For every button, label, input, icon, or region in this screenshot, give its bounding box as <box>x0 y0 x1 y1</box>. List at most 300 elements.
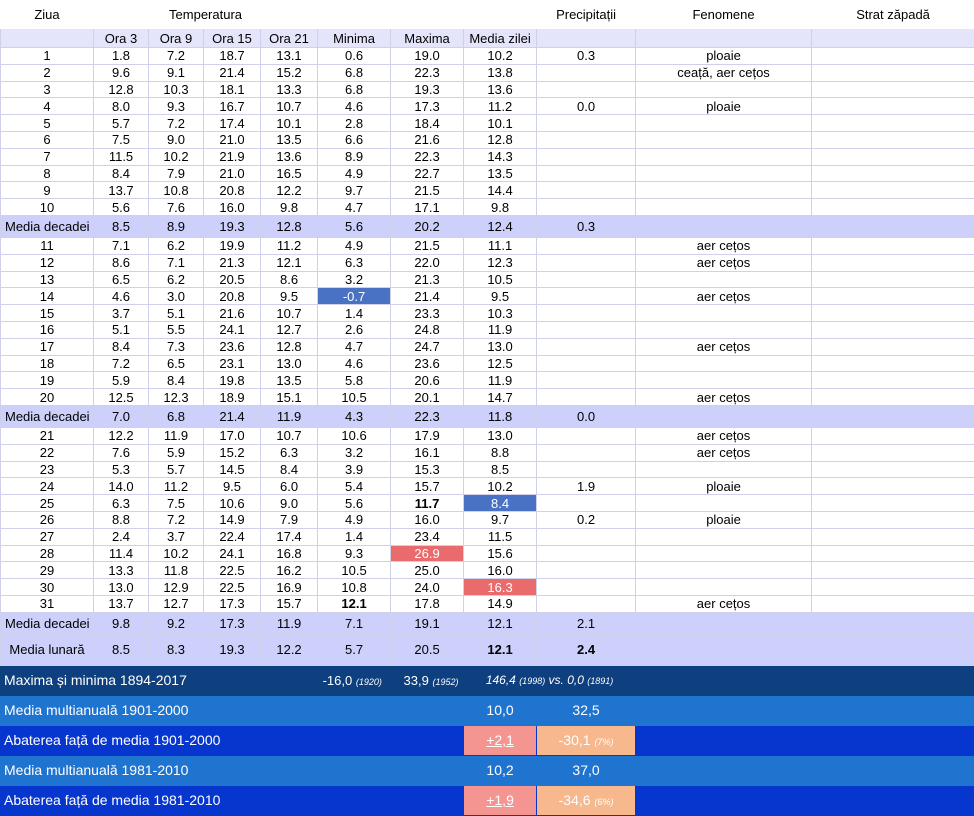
cell: 0.3 <box>537 215 636 237</box>
cell: 16.8 <box>261 545 318 562</box>
table-row <box>1 461 974 478</box>
day-cell: 4 <box>1 98 94 115</box>
table-row <box>1 545 974 562</box>
cell: 6.5 <box>94 271 149 288</box>
summary-mm1981-row <box>1 755 974 785</box>
summary-label: Abaterea față de media 1901-2000 <box>1 725 464 755</box>
cell: 23.4 <box>391 528 464 545</box>
cell <box>537 562 636 579</box>
cell: 23.3 <box>391 305 464 322</box>
cell <box>537 372 636 389</box>
cell: 12.2 <box>261 634 318 665</box>
cell <box>537 271 636 288</box>
cell: +1,9 <box>464 785 537 815</box>
cell: 10.8 <box>149 182 204 199</box>
cell <box>537 288 636 305</box>
cell: 11.9 <box>261 405 318 427</box>
cell: 10.7 <box>261 98 318 115</box>
header-row-1 <box>1 1 974 29</box>
cell: 9.8 <box>464 199 537 216</box>
cell: 8.6 <box>94 254 149 271</box>
cell: 7.9 <box>149 165 204 182</box>
cell: 4.6 <box>318 355 391 372</box>
cell: 13.5 <box>261 131 318 148</box>
cell: 17.4 <box>204 115 261 132</box>
cell <box>537 305 636 322</box>
cell: 20.1 <box>391 389 464 406</box>
day-cell: 31 <box>1 595 94 612</box>
cell: aer cețos <box>636 444 812 461</box>
cell <box>636 495 812 512</box>
day-cell: 24 <box>1 478 94 495</box>
cell: 18.7 <box>204 48 261 65</box>
table-row <box>1 562 974 579</box>
cell <box>537 115 636 132</box>
cell: 17.3 <box>204 612 261 634</box>
cell: 14.4 <box>464 182 537 199</box>
cell: aer cețos <box>636 595 812 612</box>
cell: 8.4 <box>464 495 537 512</box>
cell: 0.3 <box>537 48 636 65</box>
day-cell: 29 <box>1 562 94 579</box>
cell <box>537 131 636 148</box>
day-cell: 25 <box>1 495 94 512</box>
cell: 12.1 <box>261 254 318 271</box>
cell: 2.4 <box>94 528 149 545</box>
cell: 3.2 <box>318 444 391 461</box>
cell: 12.5 <box>464 355 537 372</box>
cell: 7.0 <box>94 405 149 427</box>
cell: 17.1 <box>391 199 464 216</box>
cell: 12.8 <box>94 81 149 98</box>
cell: 13.3 <box>261 81 318 98</box>
cell: 21.9 <box>204 148 261 165</box>
cell: 0.0 <box>537 98 636 115</box>
cell: 19.3 <box>391 81 464 98</box>
cell: 8.5 <box>94 215 149 237</box>
cell: 5.7 <box>318 634 391 665</box>
cell: 6.8 <box>318 81 391 98</box>
cell: 11.5 <box>464 528 537 545</box>
extremes-temp: -16,0 (1920) 33,9 (1952) <box>318 665 464 695</box>
cell: 14.3 <box>464 148 537 165</box>
summary-ab1901-row <box>1 725 974 755</box>
cell: 15.2 <box>204 444 261 461</box>
cell: 11.7 <box>391 495 464 512</box>
cell <box>537 528 636 545</box>
cell <box>636 81 812 98</box>
cell <box>537 81 636 98</box>
cell <box>537 495 636 512</box>
cell: 13.5 <box>261 372 318 389</box>
table-row <box>1 495 974 512</box>
cell: 11.1 <box>464 237 537 254</box>
cell: 21.4 <box>204 405 261 427</box>
cell: 1.4 <box>318 528 391 545</box>
cell: 18.9 <box>204 389 261 406</box>
col-ora9: Ora 9 <box>149 29 204 48</box>
col-ora21: Ora 21 <box>261 29 318 48</box>
cell: 12.8 <box>261 215 318 237</box>
cell: 10.3 <box>464 305 537 322</box>
table-row <box>1 427 974 444</box>
cell: 2.4 <box>537 634 636 665</box>
cell: 12.7 <box>261 321 318 338</box>
cell: 0.2 <box>537 511 636 528</box>
cell: 4.9 <box>318 511 391 528</box>
cell: 7.5 <box>94 131 149 148</box>
cell: 12.2 <box>261 182 318 199</box>
cell: 12.4 <box>464 215 537 237</box>
table-row <box>1 579 974 596</box>
table-row <box>1 444 974 461</box>
cell: 7.2 <box>149 48 204 65</box>
day-cell: 2 <box>1 64 94 81</box>
cell: 21.0 <box>204 131 261 148</box>
cell: 10.6 <box>318 427 391 444</box>
cell: 17.3 <box>391 98 464 115</box>
cell: 17.4 <box>261 528 318 545</box>
cell: 10,0 <box>464 695 537 725</box>
table-row <box>1 165 974 182</box>
cell: +2,1 <box>464 725 537 755</box>
table-row <box>1 98 974 115</box>
cell: 22.3 <box>391 405 464 427</box>
cell: 9.8 <box>261 199 318 216</box>
day-cell: 28 <box>1 545 94 562</box>
cell: 4.7 <box>318 199 391 216</box>
table-row <box>1 81 974 98</box>
cell: 5.4 <box>318 478 391 495</box>
cell: 24.8 <box>391 321 464 338</box>
cell: 7.1 <box>94 237 149 254</box>
cell: 11.9 <box>149 427 204 444</box>
cell: 12.8 <box>261 338 318 355</box>
cell <box>636 321 812 338</box>
cell: 7.2 <box>94 355 149 372</box>
cell: 6.3 <box>318 254 391 271</box>
day-cell: 15 <box>1 305 94 322</box>
extremes-prec: 146,4 (1998) vs. 0,0 (1891) <box>464 665 636 695</box>
cell: 8.5 <box>464 461 537 478</box>
cell: 17.3 <box>204 595 261 612</box>
cell: 8.4 <box>261 461 318 478</box>
cell: 5.7 <box>94 115 149 132</box>
cell <box>636 148 812 165</box>
cell: 9.1 <box>149 64 204 81</box>
cell: 16.2 <box>261 562 318 579</box>
cell: 15.7 <box>261 595 318 612</box>
col-temperatura: Temperatura <box>94 1 318 29</box>
cell: 5.6 <box>94 199 149 216</box>
cell: 23.6 <box>391 355 464 372</box>
cell: 6.8 <box>149 405 204 427</box>
table-row <box>1 115 974 132</box>
cell <box>537 595 636 612</box>
cell: 10.3 <box>149 81 204 98</box>
cell: 18.4 <box>391 115 464 132</box>
cell <box>537 579 636 596</box>
cell: 9.0 <box>149 131 204 148</box>
cell: 12.1 <box>464 612 537 634</box>
cell: aer cețos <box>636 288 812 305</box>
cell: 10.5 <box>318 562 391 579</box>
table-row <box>1 271 974 288</box>
cell: 11.2 <box>464 98 537 115</box>
cell: 13.3 <box>94 562 149 579</box>
day-cell: 9 <box>1 182 94 199</box>
cell <box>537 461 636 478</box>
day-cell: 23 <box>1 461 94 478</box>
table-row <box>1 338 974 355</box>
col-minima: Minima <box>318 29 391 48</box>
day-cell: 11 <box>1 237 94 254</box>
cell: aer cețos <box>636 254 812 271</box>
col-media-zilei: Media zilei <box>464 29 537 48</box>
cell: 13.5 <box>464 165 537 182</box>
col-ora3: Ora 3 <box>94 29 149 48</box>
cell: ceață, aer cețos <box>636 64 812 81</box>
cell: 13.0 <box>464 338 537 355</box>
cell: 6.3 <box>261 444 318 461</box>
cell: 20.5 <box>391 634 464 665</box>
cell: -0.7 <box>318 288 391 305</box>
day-cell: 18 <box>1 355 94 372</box>
cell: 20.5 <box>204 271 261 288</box>
decade-average-row <box>1 405 974 427</box>
cell: 13.8 <box>464 64 537 81</box>
cell: 11.9 <box>464 372 537 389</box>
cell: 3.7 <box>94 305 149 322</box>
cell <box>636 405 812 427</box>
day-cell: 20 <box>1 389 94 406</box>
summary-label: Abaterea față de media 1981-2010 <box>1 785 464 815</box>
cell: 18.1 <box>204 81 261 98</box>
cell: 13.0 <box>94 579 149 596</box>
table-row <box>1 528 974 545</box>
cell: 7.6 <box>149 199 204 216</box>
cell: 13.0 <box>464 427 537 444</box>
cell: 16.0 <box>204 199 261 216</box>
cell: 22.5 <box>204 562 261 579</box>
cell: 9.7 <box>464 511 537 528</box>
cell: 7.5 <box>149 495 204 512</box>
cell: 22.4 <box>204 528 261 545</box>
cell: 15.2 <box>261 64 318 81</box>
day-cell: 3 <box>1 81 94 98</box>
cell: 7.1 <box>318 612 391 634</box>
cell <box>636 182 812 199</box>
cell: 16.0 <box>391 511 464 528</box>
cell: 6.0 <box>261 478 318 495</box>
cell: 2.6 <box>318 321 391 338</box>
cell: 5.1 <box>94 321 149 338</box>
cell: 9.7 <box>318 182 391 199</box>
table-row <box>1 131 974 148</box>
cell: 19.3 <box>204 215 261 237</box>
cell: 9.5 <box>464 288 537 305</box>
cell <box>636 165 812 182</box>
cell: 0.6 <box>318 48 391 65</box>
cell: 21.3 <box>391 271 464 288</box>
cell: 6.2 <box>149 271 204 288</box>
cell: 1.8 <box>94 48 149 65</box>
cell: -30,1 (7%) <box>537 725 636 755</box>
cell: 10.2 <box>464 48 537 65</box>
cell: 21.4 <box>391 288 464 305</box>
summary-ab1981-row <box>1 785 974 815</box>
summary-label: Maxima și minima 1894-2017 <box>1 665 318 695</box>
cell <box>537 148 636 165</box>
cell: 7.1 <box>149 254 204 271</box>
cell: 8.8 <box>464 444 537 461</box>
cell <box>636 115 812 132</box>
cell: 8.0 <box>94 98 149 115</box>
cell <box>636 215 812 237</box>
cell: 9.5 <box>204 478 261 495</box>
cell: 19.8 <box>204 372 261 389</box>
cell: 32,5 <box>537 695 636 725</box>
cell: 7.2 <box>149 115 204 132</box>
cell: 9.2 <box>149 612 204 634</box>
cell <box>636 355 812 372</box>
cell: 7.6 <box>94 444 149 461</box>
cell: 9.0 <box>261 495 318 512</box>
day-cell: 12 <box>1 254 94 271</box>
cell: 12.1 <box>464 634 537 665</box>
cell: 10.6 <box>204 495 261 512</box>
cell: 19.9 <box>204 237 261 254</box>
cell: 17.8 <box>391 595 464 612</box>
cell: 19.0 <box>391 48 464 65</box>
summary-extremes-row <box>1 665 974 695</box>
cell <box>636 612 812 634</box>
cell: 14.5 <box>204 461 261 478</box>
table-row <box>1 199 974 216</box>
cell <box>636 372 812 389</box>
day-cell: 6 <box>1 131 94 148</box>
table-row <box>1 321 974 338</box>
cell: 2.1 <box>537 612 636 634</box>
cell: 12.9 <box>149 579 204 596</box>
cell: 12.1 <box>318 595 391 612</box>
cell <box>537 427 636 444</box>
cell: 11.8 <box>149 562 204 579</box>
cell: 8.4 <box>94 165 149 182</box>
cell: 5.7 <box>149 461 204 478</box>
cell: 10.1 <box>261 115 318 132</box>
cell: 4.7 <box>318 338 391 355</box>
cell <box>537 338 636 355</box>
cell <box>636 461 812 478</box>
cell: 21.4 <box>204 64 261 81</box>
cell: 5.9 <box>149 444 204 461</box>
cell: 24.1 <box>204 545 261 562</box>
cell: aer cețos <box>636 338 812 355</box>
cell: 4.6 <box>318 98 391 115</box>
decade-label: Media decadei <box>1 612 94 634</box>
cell <box>636 131 812 148</box>
cell: 9.8 <box>94 612 149 634</box>
cell: 3.2 <box>318 271 391 288</box>
monthly-label: Media lunară <box>1 634 94 665</box>
cell <box>537 321 636 338</box>
cell: 11.2 <box>149 478 204 495</box>
cell: 20.6 <box>391 372 464 389</box>
cell: 10.7 <box>261 305 318 322</box>
cell: 16.5 <box>261 165 318 182</box>
cell: 10.7 <box>261 427 318 444</box>
cell: 26.9 <box>391 545 464 562</box>
cell: 10.1 <box>464 115 537 132</box>
cell: 15.3 <box>391 461 464 478</box>
cell: 9.6 <box>94 64 149 81</box>
summary-label: Media multianuală 1901-2000 <box>1 695 464 725</box>
cell: 20.2 <box>391 215 464 237</box>
cell: 13.6 <box>261 148 318 165</box>
cell <box>636 305 812 322</box>
day-cell: 10 <box>1 199 94 216</box>
cell <box>537 237 636 254</box>
cell: 11.2 <box>261 237 318 254</box>
cell: 5.6 <box>318 215 391 237</box>
cell: 16.0 <box>464 562 537 579</box>
cell: 22.3 <box>391 148 464 165</box>
cell: 21.5 <box>391 182 464 199</box>
cell: 12.7 <box>149 595 204 612</box>
cell: 10.2 <box>149 545 204 562</box>
decade-label: Media decadei <box>1 405 94 427</box>
cell: 14.0 <box>94 478 149 495</box>
cell: 21.3 <box>204 254 261 271</box>
summary-mm1901-row <box>1 695 974 725</box>
cell: 12.3 <box>464 254 537 271</box>
cell <box>537 254 636 271</box>
cell: 23.1 <box>204 355 261 372</box>
table-row <box>1 478 974 495</box>
table-row <box>1 254 974 271</box>
cell: 20.8 <box>204 288 261 305</box>
cell: 15.6 <box>464 545 537 562</box>
cell: 8.4 <box>149 372 204 389</box>
cell: 24.0 <box>391 579 464 596</box>
cell: 1.4 <box>318 305 391 322</box>
table-row <box>1 595 974 612</box>
cell: 12.8 <box>464 131 537 148</box>
cell: 8.3 <box>149 634 204 665</box>
cell <box>636 199 812 216</box>
cell: 6.3 <box>94 495 149 512</box>
cell: 5.1 <box>149 305 204 322</box>
cell <box>636 545 812 562</box>
summary-label: Media multianuală 1981-2010 <box>1 755 464 785</box>
table-row <box>1 148 974 165</box>
cell: aer cețos <box>636 427 812 444</box>
cell: 11.8 <box>464 405 537 427</box>
table-row <box>1 389 974 406</box>
cell: 25.0 <box>391 562 464 579</box>
cell: 11.9 <box>261 612 318 634</box>
cell: 5.6 <box>318 495 391 512</box>
cell: 0.0 <box>537 405 636 427</box>
cell: ploaie <box>636 98 812 115</box>
table-row <box>1 48 974 65</box>
day-cell: 7 <box>1 148 94 165</box>
monthly-average-row <box>1 634 974 665</box>
table-row <box>1 305 974 322</box>
cell: 9.5 <box>261 288 318 305</box>
cell: 11.5 <box>94 148 149 165</box>
